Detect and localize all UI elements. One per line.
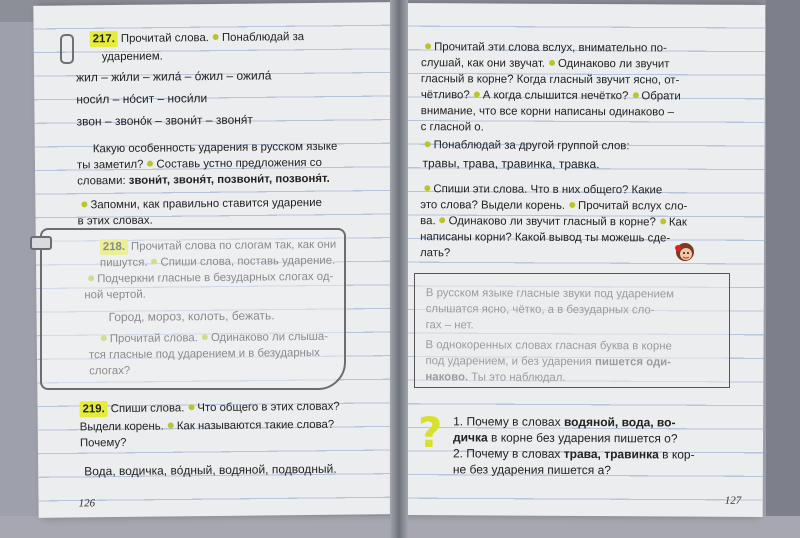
ex219-heading [79, 399, 339, 418]
right-page [399, 3, 766, 517]
ex219-line2: Выдели корень. [79, 420, 164, 434]
right-task-5: лать? [420, 247, 451, 260]
ex217-question-5: в этих словах. [77, 214, 153, 228]
ex217-title: Прочитай слова. [120, 32, 210, 45]
ex217-heading [90, 29, 305, 47]
q2a-end: в кор- [662, 447, 695, 462]
right-task2-text: это слова? Выдели корень. [420, 199, 566, 212]
q2a-bold: трава, травинка [563, 446, 659, 462]
right-page-number: 127 [724, 494, 742, 507]
right-task2b-text: Прочитай вслух сло- [578, 199, 688, 213]
right-line-2 [421, 55, 670, 72]
left-page-number: 126 [78, 497, 96, 510]
ex217-number: 217. [90, 31, 118, 47]
q2a-text: 2. Почему в словах [452, 446, 561, 461]
ex217-title3: ударением. [101, 50, 163, 64]
right-words: травы, трава, травинка, травка. [422, 156, 600, 172]
ex218-speech-bubble [40, 228, 346, 390]
question-mark-icon: ? [418, 408, 443, 457]
ex219-words: Вода, водичка, во́дный, водяной, подводный. [84, 461, 337, 479]
paperclip-icon [60, 34, 74, 64]
question-2b: не без ударения пишется а? [452, 462, 611, 478]
right-task1-text: Спиши эти слова. Что в них общего? Какие [433, 183, 663, 197]
bullet-icon [632, 93, 638, 99]
right-task-1 [420, 181, 662, 198]
ex217-question-1: Какую особенность ударения в русском языке [92, 140, 338, 156]
q1b-text: в корне без ударения пишется о? [491, 430, 678, 446]
bullet-icon [147, 161, 153, 167]
ex217-row-2: носи́л – но́сит – носи́ли [76, 91, 208, 107]
bullet-icon [660, 219, 666, 225]
ex219-line1b: Что общего в этих словах? [197, 400, 340, 415]
background-right [766, 0, 800, 538]
right-line4b-text: А когда слышится нечётко? [482, 89, 629, 103]
question-1b [453, 429, 678, 446]
ex217-question-4 [77, 195, 322, 214]
right-line-6: с гласной о. [420, 121, 484, 134]
ex219-line2b: Как называются такие слова? [176, 418, 335, 433]
right-line2-text: слушай, как они звучат. [420, 57, 545, 70]
girl-illustration-icon [672, 240, 698, 266]
bullet-icon [549, 60, 555, 66]
q1a-text: 1. Почему в словах [453, 414, 561, 429]
rule-box [414, 273, 730, 388]
ex219-line1: Спиши слова. [110, 402, 185, 416]
right-line-1 [421, 39, 667, 56]
ex217-q4: Запомни, как правильно ставится ударение [90, 196, 322, 212]
right-line4-text: чётливо? [420, 89, 470, 102]
ex217-row-3: звон – звоно́к – звони́т – звоня́т [76, 112, 253, 129]
right-line2b-text: Одинаково ли звучит [557, 57, 670, 71]
bullet-icon [474, 92, 480, 98]
q1a-bold: водяной, вода, во- [563, 414, 676, 430]
ex217-title2: Понаблюдай за [221, 31, 305, 44]
bullet-icon [188, 405, 194, 411]
right-line-5: внимание, что все корни написаны одинаково – [420, 105, 674, 119]
bullet-icon [213, 34, 219, 40]
bullet-icon [168, 423, 174, 429]
book-gutter [390, 0, 408, 538]
right-line-3: гласный в корне? Когда гласный звучит ясно, от- [420, 73, 680, 87]
right-observe [421, 137, 630, 154]
right-task3b-text: Одинаково ли звучит гласный в корне? [448, 215, 656, 229]
right-task3c-text: Как [668, 216, 687, 229]
ex219-line-2 [80, 417, 335, 436]
right-task-2 [420, 197, 687, 214]
bullet-icon [425, 142, 431, 148]
ex219-line-3: Почему? [79, 436, 127, 450]
right-observe-text: Понаблюдай за другой группой слов: [433, 139, 630, 153]
ex217-q3: словами: [77, 174, 126, 188]
right-task-3 [420, 213, 687, 230]
right-line4c-text: Обрати [641, 90, 681, 103]
bullet-icon [440, 218, 446, 224]
ex217-q2: ты заметил? [76, 158, 144, 172]
q1b-bold: дичка [453, 430, 488, 445]
right-task-4: написаны корни? Какой вывод ты можешь сде- [420, 231, 671, 245]
ex217-q2b: Составь устно предложения со [156, 156, 322, 171]
question-2a [453, 445, 695, 462]
ex217-question-3 [77, 171, 330, 190]
bullet-icon [569, 202, 575, 208]
ex217-q3-words: звони́т, звоня́т, позвони́т, позвоня́т. [128, 172, 330, 187]
right-task3-text: ва. [420, 215, 436, 228]
bullet-icon [425, 44, 431, 50]
ex217-row-1: жил – жи́ли – жила́ – о́жил – ожила́ [76, 68, 272, 85]
bubble-tab-icon [30, 236, 52, 250]
right-line1-text: Прочитай эти слова вслух, внимательно по- [434, 41, 667, 55]
bullet-icon [424, 186, 430, 192]
bullet-icon [81, 202, 87, 208]
right-line-4 [421, 87, 681, 104]
question-1a [453, 413, 675, 430]
ex219-number: 219. [79, 401, 107, 417]
